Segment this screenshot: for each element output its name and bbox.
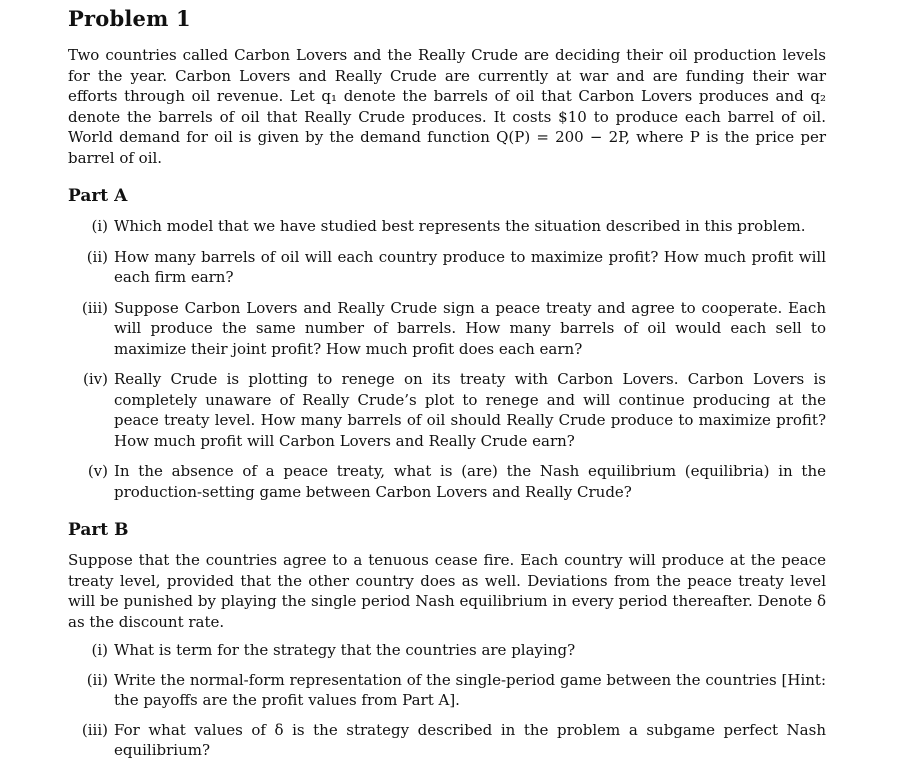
- part-a-question: [68, 369, 826, 451]
- part-a-question: [68, 461, 826, 502]
- part-a-question: [68, 298, 826, 360]
- question-number: (iii): [81, 720, 108, 739]
- part-a-question: [68, 247, 826, 288]
- question-number: (v): [87, 462, 108, 480]
- part-a-heading: Part A: [68, 186, 128, 206]
- part-b-question: [68, 720, 826, 761]
- problem-title: Problem 1: [68, 6, 191, 31]
- problem-intro: Two countries called Carbon Lovers and the Really Crude are deciding their oil production levels for the year. Carbon Lovers and Really Crude are currently at war and are funding their war efforts through oil revenue. Let q₁ denote the barrels of oil that Carbon Lovers produces and q₂ denote the barrels of oil that Really Crude produces. It costs $10 to produce each barrel of oil. World demand for oil is given by the demand function Q(P) = 200 − 2P, where P is the price per barrel of oil.: [68, 46, 826, 167]
- question-number: (ii): [86, 247, 108, 266]
- question-text: Really Crude is plotting to renege on its treaty with Carbon Lovers. Carbon Lovers is completely unaware of Really Crude’s plot to renege and will continue producing at the peace treaty level. How many barrels of oil should Really Crude produce to maximize profit? How much profit will Carbon Lovers and Really Crude earn?: [114, 370, 826, 450]
- question-text: For what values of δ is the strategy described in the problem a subgame perfect Nash equilibrium?: [114, 720, 826, 759]
- question-number: (ii): [86, 670, 108, 689]
- part-b-question: [68, 640, 826, 661]
- question-number: (iv): [83, 370, 108, 388]
- question-text: In the absence of a peace treaty, what is (are) the Nash equilibrium (equilibria) in the production-setting game between Carbon Lovers and Really Crude?: [114, 462, 826, 501]
- question-number: (i): [91, 217, 108, 235]
- question-text: Which model that we have studied best represents the situation described in this problem.: [114, 217, 806, 235]
- question-text: What is term for the strategy that the countries are playing?: [114, 641, 576, 659]
- question-text: Suppose Carbon Lovers and Really Crude sign a peace treaty and agree to cooperate. Each will produce the same number of barrels. How many barrels of oil would each sell to maximize their joint profit? How much profit does each earn?: [114, 298, 826, 358]
- part-b-questions: [68, 640, 826, 761]
- part-b-question: [68, 670, 826, 711]
- part-a-question: [68, 216, 826, 237]
- part-b-heading: Part B: [68, 520, 129, 540]
- question-text: Write the normal-form representation of the single-period game between the countries [Hint: the payoffs are the profit values from Part A].: [114, 670, 826, 709]
- question-number: (i): [91, 641, 108, 659]
- part-b-intro: Suppose that the countries agree to a tenuous cease fire. Each country will produce at the peace treaty level, provided that the other country does as well. Deviations from the peace treaty level will be punished by playing the single period Nash equilibrium in every period thereafter. Denote δ as the discount rate.: [68, 551, 826, 631]
- question-text: How many barrels of oil will each country produce to maximize profit? How much profit will each firm earn?: [114, 247, 826, 286]
- part-a-questions: [68, 216, 826, 502]
- question-number: (iii): [81, 298, 108, 317]
